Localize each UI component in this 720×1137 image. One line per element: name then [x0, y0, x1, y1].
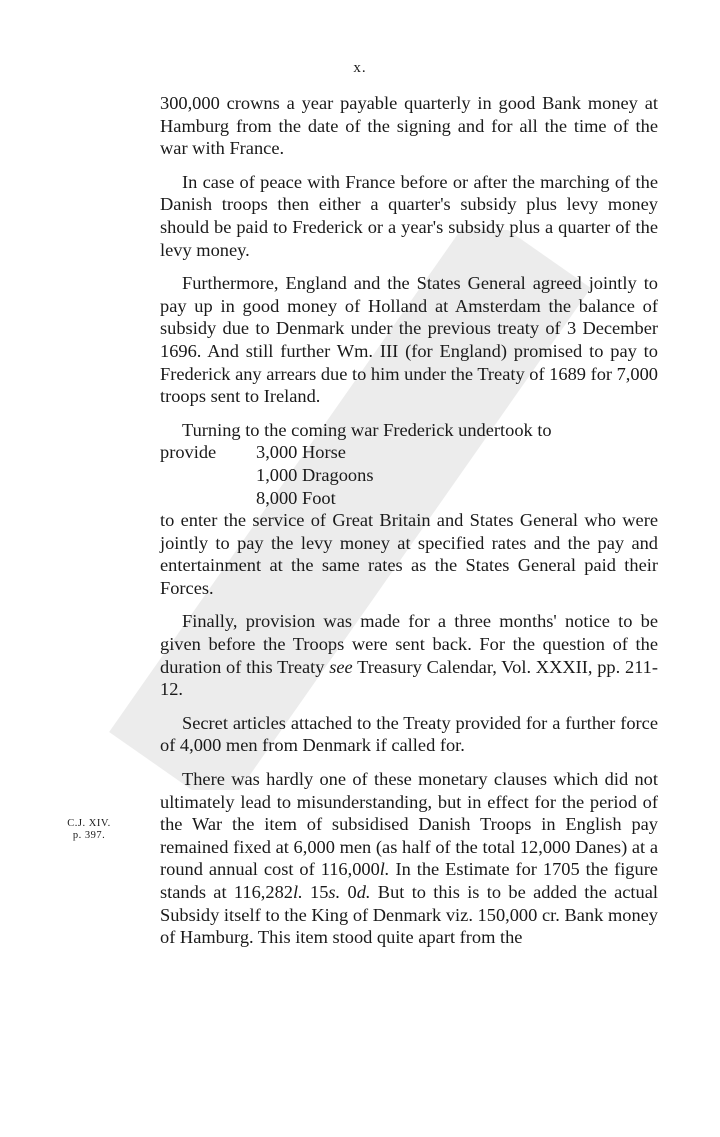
margin-note: [56, 818, 122, 842]
paragraph: Secret articles attached to the Treaty provided for a further force of 4,000 men from Denmark if called for.: [160, 712, 658, 756]
paragraph-troops: [160, 419, 658, 442]
paragraph: 300,000 crowns a year payable quarterly in good Bank money at Hamburg from the date of the signing and for all the time of the war with France.: [160, 93, 658, 159]
troops-list: [160, 441, 658, 509]
paragraph: Finally, provision was made for a three months' notice to be given before the Troops were sent back. For the question of the duration of this Treaty see Treasury Calendar, Vol. XXXII, pp. 211-12.: [160, 611, 659, 700]
troops-item: 8,000 Foot: [256, 487, 336, 508]
paragraph: There was hardly one of these monetary clauses which did not ultimately lead to misunderstanding, but in effect for the period of the War the item of subsidised Danish Troops in English pay remained fixed at 6,000 men (as half of the total 12,000 Danes) at a round annual cost of 116,000l. In the Estimate for 1705 the figure stands at 116,282l. 15s. 0d. But to this is to be added the actual Subsidy itself to the King of Denmark viz. 150,000 cr. Bank money of Hamburg. This item stood quite apart from the: [160, 769, 658, 948]
paragraph: In case of peace with France before or after the marching of the Danish troops then either a quarter's subsidy plus levy money should be paid to Frederick or a year's subsidy plus a quarter of the levy money.: [160, 171, 658, 260]
troops-row: [160, 464, 658, 487]
paragraph: Furthermore, England and the States General agreed jointly to pay up in good money of Holland at Amsterdam the balance of subsidy due to Denmark under the previous treaty of 3 December 1696. And still further Wm. III (for England) promised to pay to Frederick any arrears due to him under the Treaty of 1689 for 7,000 troops sent to Ireland.: [160, 273, 658, 407]
troops-intro: Turning to the coming war Frederick undertook to: [182, 419, 552, 440]
margin-note-line: p. 397.: [72, 830, 106, 841]
italic-see: see: [329, 656, 353, 677]
troops-item: 3,000 Horse: [256, 442, 346, 463]
troops-item: 1,000 Dragoons: [256, 464, 374, 485]
paragraph: to enter the service of Great Britain and States General who were jointly to pay the levy money at specified rates and the pay and entertainment at the same rates as the States General paid their Forces.: [160, 510, 658, 598]
troops-row: [160, 441, 658, 464]
page-number: x.: [353, 60, 367, 76]
margin-note-line: C.J. XIV.: [67, 818, 111, 829]
body-text: [160, 92, 658, 960]
provide-word: provide: [160, 442, 217, 463]
troops-row: [160, 487, 658, 510]
